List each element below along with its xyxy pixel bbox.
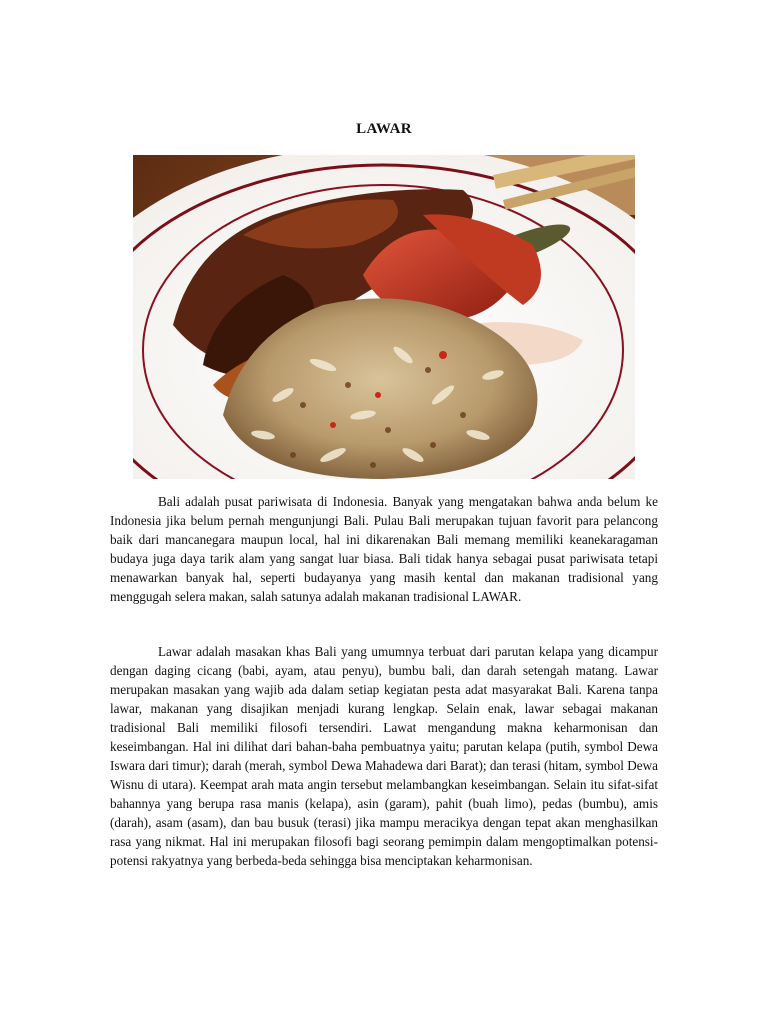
lawar-food-photo	[133, 155, 635, 479]
document-title: LAWAR	[356, 121, 412, 137]
paragraph-2	[110, 642, 658, 870]
paragraph-text: Lawar adalah masakan khas Bali yang umumnya terbuat dari parutan kelapa yang dicampur dengan daging cicang (babi, ayam, atau penyu), bumbu bali, dan darah setengah matang. Lawar merupakan masakan yang wajib ada dalam setiap kegiatan pesta adat masyarakat Bali. Karena tanpa lawar, makanan yang disajikan menjadi kurang lengkap. Selain enak, lawar sebagai makanan tradisional Bali memiliki filosofi tersendiri. Lawat mengandung makna keharmonisan dan keseimbangan. Hal ini dilihat dari bahan-baha pembuatnya yaitu; parutan kelapa (putih, symbol Dewa Iswara dari timur); darah (merah, symbol Dewa Mahadewa dari Barat); dan terasi (hitam, symbol Dewa Wisnu di utara). Keempat arah mata angin tersebut melambangkan keseimbangan. Selain itu sifat-sifat bahannya yang berupa rasa manis (kelapa), asin (garam), pahit (buah limo), pedas (bumbu), amis (darah), asam (asam), dan bau busuk (terasi) jika mampu meracikya dengan tepat akan menghasilkan rasa yang nikmat. Hal ini merupakan filosofi bagi seorang pemimpin dalam mengoptimalkan potensi-potensi rakyatnya yang berbeda-beda sehingga bisa menciptakan keharmonisan.	[110, 644, 658, 868]
paragraph-text: Bali adalah pusat pariwisata di Indonesia. Banyak yang mengatakan bahwa anda belum ke Indonesia jika belum pernah mengunjungi Bali. Pulau Bali merupakan tujuan favorit para pelancong baik dari mancanegara maupun local, hal ini dikarenakan Bali memang memiliki keanekaragaman budaya juga daya tarik alam yang sangat luar biasa. Bali tidak hanya sebagai pusat pariwisata tetapi menawarkan banyak hal, seperti budayanya yang masih kental dan makanan tradisional yang menggugah selera makan, salah satunya adalah makanan tradisional LAWAR.	[110, 494, 658, 604]
paragraph-1	[110, 492, 658, 606]
